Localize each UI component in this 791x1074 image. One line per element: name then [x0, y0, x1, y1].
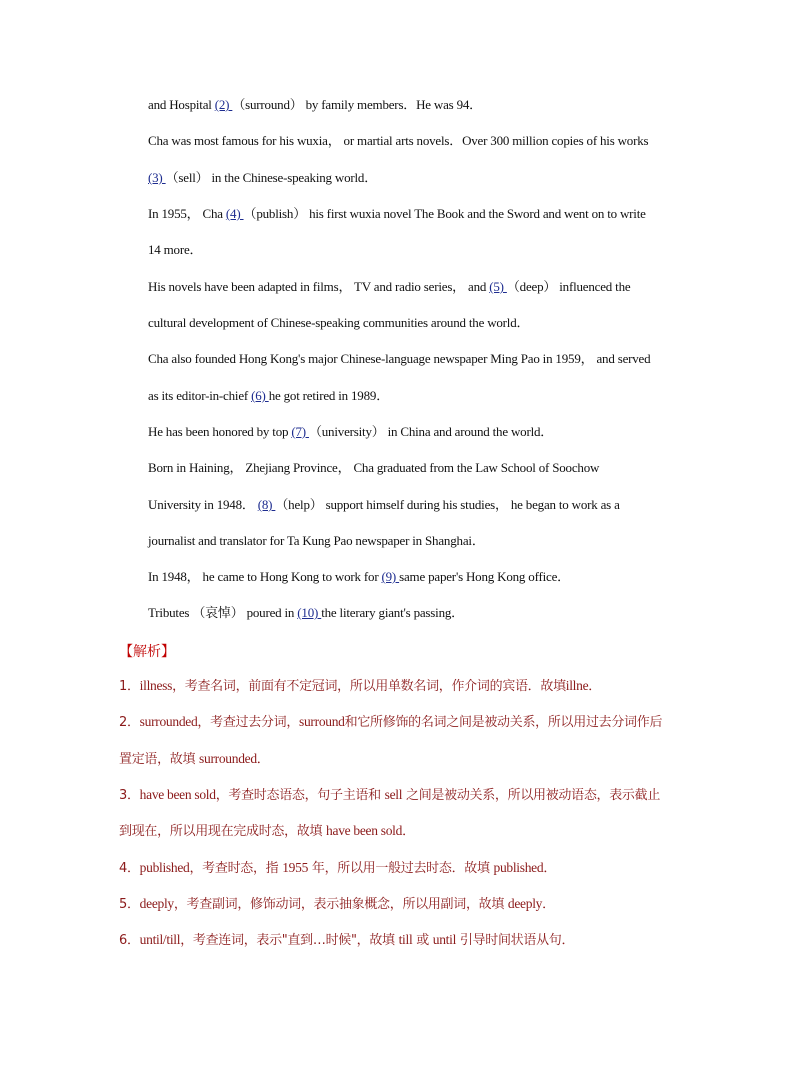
passage-line [148, 205, 646, 223]
passage-line [148, 132, 648, 150]
passage-line [148, 241, 202, 259]
passage-line [148, 96, 482, 114]
passage-line [148, 169, 377, 187]
passage-text: the literary giant's passing． [321, 605, 464, 620]
passage-text: （deep） influenced the [506, 279, 631, 294]
answer-2-cont: 置定语，故填 surrounded． [119, 751, 270, 767]
passage-text: Cha was most famous for his wuxia， or martial arts novels．Over 300 million copies of his works [148, 133, 649, 148]
blank-3: (3) [148, 170, 166, 185]
passage-text: （help） support himself during his studies， he began to work as a [275, 497, 620, 512]
analysis-heading: 【解析】 [119, 644, 175, 660]
passage-text: （publish） his first wuxia novel The Book and the Sword and went on to write [243, 206, 646, 221]
passage-text: His novels have been adapted in films， TV and radio series， and [148, 279, 490, 294]
answer-5: 5．deeply，考查副词，修饰动词，表示抽象概念，所以用副词，故填 deeply． [119, 896, 555, 912]
passage-text: and Hospital [148, 97, 215, 112]
blank-6: (6) [251, 388, 269, 403]
passage-text: University in 1948． [148, 497, 258, 512]
blank-10: (10) [297, 605, 322, 620]
blank-9: (9) [381, 569, 400, 584]
passage-line [148, 278, 630, 296]
passage-text: journalist and translator for Ta Kung Pao newspaper in Shanghai． [148, 533, 485, 548]
passage-text: cultural development of Chinese-speaking communities around the world． [148, 315, 530, 330]
passage-line [148, 604, 464, 622]
passage-line [148, 314, 529, 332]
passage-text: he got retired in 1989． [268, 388, 390, 403]
blank-7: (7) [291, 424, 309, 439]
passage-text: Born in Haining， Zhejiang Province， Cha graduated from the Law School of Soochow [148, 460, 600, 475]
passage-line [148, 568, 570, 586]
passage-line [148, 496, 620, 514]
answer-3-cont: 到现在，所以用现在完成时态，故填 have been sold． [119, 823, 415, 839]
passage-text: Cha also founded Hong Kong's major Chinese-language newspaper Ming Pao in 1959， and served [148, 351, 651, 366]
passage-text: He has been honored by top [148, 424, 292, 439]
passage-text: same paper's Hong Kong office． [399, 569, 570, 584]
answer-1: 1．illness，考查名词，前面有不定冠词，所以用单数名词，作介词的宾语．故填illne． [119, 678, 601, 694]
blank-8: (8) [257, 497, 276, 512]
answer-2: 2．surrounded，考查过去分词，surround和它所修饰的名词之间是被动关系，所以用过去分词作后 [119, 714, 663, 730]
passage-text: In 1948， he came to Hong Kong to work for [148, 569, 382, 584]
answer-4: 4．published，考查时态，指 1955 年，所以用一般过去时态．故填 published． [119, 860, 557, 876]
passage-text: （sell） in the Chinese-speaking world． [165, 170, 378, 185]
passage-text: In 1955， Cha [148, 206, 226, 221]
passage-line [148, 350, 650, 368]
passage-line [148, 532, 485, 550]
blank-4: (4) [225, 206, 244, 221]
passage-line [148, 459, 599, 477]
passage-text: 14 more． [148, 242, 203, 257]
answer-3: 3．have been sold，考查时态语态，句子主语和 sell 之间是被动关系，所以用被动语态，表示截止 [119, 787, 661, 803]
blank-2: (2) [214, 97, 233, 112]
passage-text: （surround） by family members．He was 94． [232, 97, 482, 112]
passage-text: as its editor-in-chief [148, 388, 252, 403]
blank-5: (5) [489, 279, 507, 294]
passage-line [148, 423, 553, 441]
passage-line [148, 387, 389, 405]
passage-text: Tributes （哀悼） poured in [148, 605, 298, 620]
passage-text: （university） in China and around the world． [308, 424, 554, 439]
answer-6: 6．until/till，考查连词，表示"直到…时候"，故填 till 或 until 引导时间状语从句． [119, 932, 575, 948]
